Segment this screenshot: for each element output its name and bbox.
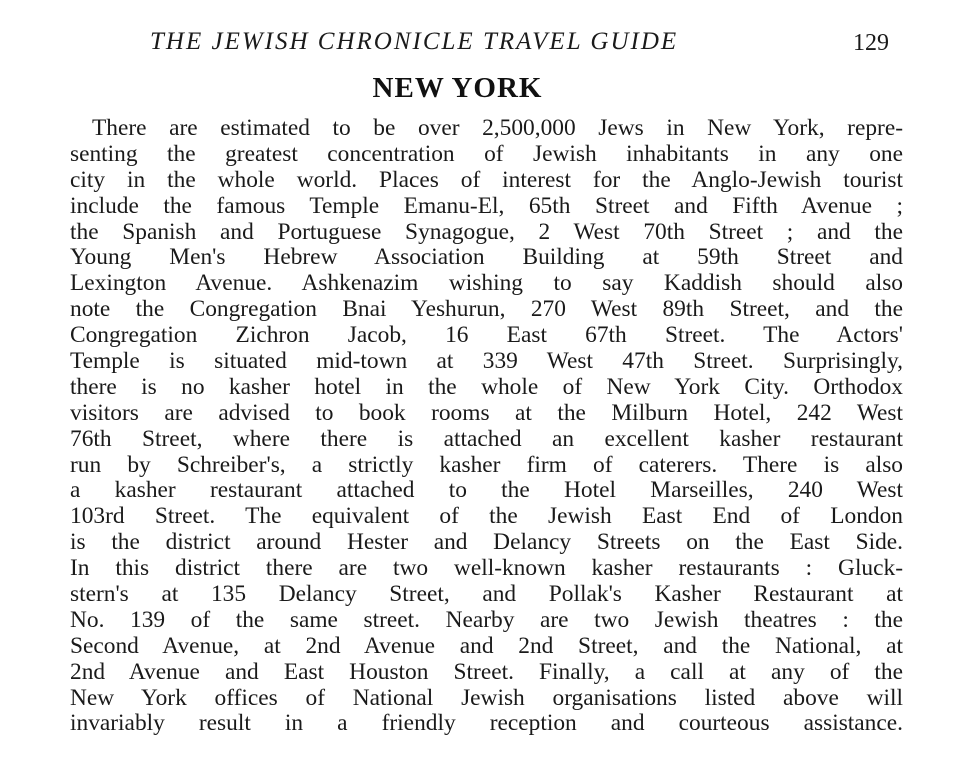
body-paragraph bbox=[70, 116, 903, 737]
text-line: visitors are advised to book rooms at the Milburn Hotel, 242 West bbox=[70, 399, 903, 426]
section-title: NEW YORK bbox=[372, 72, 543, 104]
text-line: Lexington Avenue. Ashkenazim wishing to say Kaddish should also bbox=[70, 270, 903, 297]
text-line: There are estimated to be over 2,500,000 Jews in New York, repre- bbox=[92, 115, 903, 141]
text-line: In this district there are two well-known kasher restaurants : Gluck- bbox=[70, 555, 903, 582]
text-line: include the famous Temple Emanu-El, 65th Street and Fifth Avenue ; bbox=[70, 192, 903, 219]
text-line: invariably result in a friendly reception and courteous assistance. bbox=[70, 710, 903, 737]
text-line: Temple is situated mid-town at 339 West 47th Street. Surprisingly, bbox=[70, 348, 903, 375]
running-head-title: THE JEWISH CHRONICLE TRAVEL GUIDE bbox=[150, 28, 679, 55]
text-line: Second Avenue, at 2nd Avenue and 2nd Street, and the National, at bbox=[70, 632, 903, 659]
page-number: 129 bbox=[853, 30, 889, 56]
text-line: 2nd Avenue and East Houston Street. Finally, a call at any of the bbox=[70, 658, 903, 685]
text-line: note the Congregation Bnai Yeshurun, 270 West 89th Street, and the bbox=[70, 296, 903, 323]
text-line: 76th Street, where there is attached an excellent kasher restaurant bbox=[70, 425, 903, 452]
text-line: No. 139 of the same street. Nearby are two Jewish theatres : the bbox=[70, 606, 903, 633]
text-line: city in the whole world. Places of interest for the Anglo-Jewish tourist bbox=[70, 166, 903, 193]
text-line: the Spanish and Portuguese Synagogue, 2 West 70th Street ; and the bbox=[70, 218, 903, 245]
text-line: run by Schreiber's, a strictly kasher firm of caterers. There is also bbox=[70, 451, 903, 478]
text-line: New York offices of National Jewish organisations listed above will bbox=[70, 684, 903, 711]
text-line: 103rd Street. The equivalent of the Jewish East End of London bbox=[70, 503, 903, 530]
text-line: there is no kasher hotel in the whole of New York City. Orthodox bbox=[70, 373, 903, 400]
text-line: is the district around Hester and Delancy Streets on the East Side. bbox=[70, 529, 903, 556]
text-line: Congregation Zichron Jacob, 16 East 67th Street. The Actors' bbox=[70, 322, 903, 349]
text-line: senting the greatest concentration of Jewish inhabitants in any one bbox=[70, 140, 903, 167]
text-line: stern's at 135 Delancy Street, and Pollak's Kasher Restaurant at bbox=[70, 581, 903, 608]
text-line: Young Men's Hebrew Association Building at 59th Street and bbox=[70, 244, 903, 271]
text-line: a kasher restaurant attached to the Hotel Marseilles, 240 West bbox=[70, 477, 903, 504]
